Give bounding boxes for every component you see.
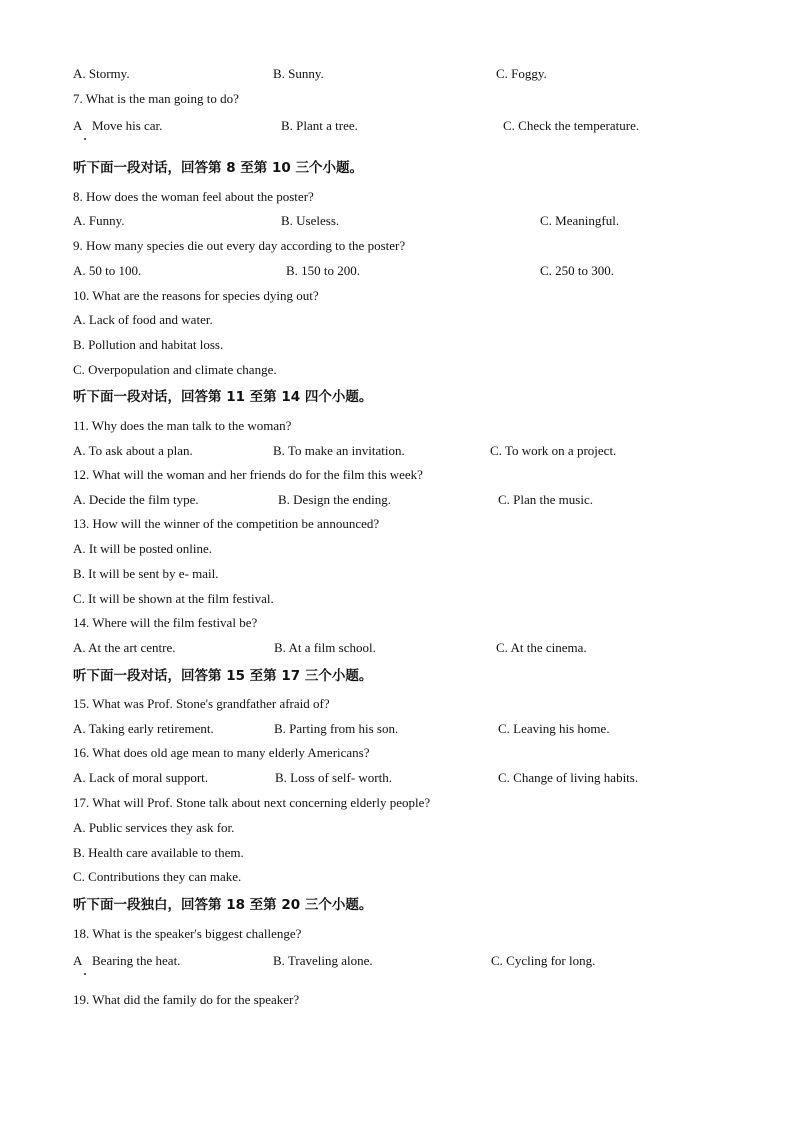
option-a: A. Funny. [73, 213, 125, 228]
option-c: C. 250 to 300. [540, 263, 615, 278]
section-heading: 听下面一段独白，回答第 18 至第 20 三个小题。 [73, 897, 373, 913]
option-a-text: Bearing the heat. [92, 953, 181, 968]
option-b: B. 150 to 200. [286, 263, 361, 278]
option-a: A. Taking early retirement. [73, 721, 214, 736]
option-a: A. Decide the film type. [73, 492, 199, 507]
question-18: 18. What is the speaker's biggest challenge? [73, 926, 302, 941]
option-b: B. Useless. [281, 213, 340, 228]
option-c: C. Overpopulation and climate change. [73, 362, 277, 377]
option-a: A. It will be posted online. [73, 541, 213, 556]
question-7: 7. What is the man going to do? [73, 91, 239, 106]
option-a-text: Move his car. [92, 118, 163, 133]
section-heading: 听下面一段对话，回答第 15 至第 17 三个小题。 [73, 668, 373, 684]
option-b: B. At a film school. [274, 640, 376, 655]
option-a: A. Stormy. [73, 66, 130, 81]
question-8: 8. How does the woman feel about the poster? [73, 189, 314, 204]
option-a-letter: A [73, 953, 83, 968]
option-b: B. Health care available to them. [73, 845, 244, 860]
option-c: C. Check the temperature. [503, 118, 640, 133]
dot-mark [84, 138, 86, 140]
question-16: 16. What does old age mean to many elderly Americans? [73, 745, 370, 760]
question-13: 13. How will the winner of the competition be announced? [73, 516, 380, 531]
question-12: 12. What will the woman and her friends do for the film this week? [73, 467, 423, 482]
question-14: 14. Where will the film festival be? [73, 615, 258, 630]
question-9: 9. How many species die out every day according to the poster? [73, 238, 406, 253]
option-c: C. Contributions they can make. [73, 869, 242, 884]
question-10: 10. What are the reasons for species dying out? [73, 288, 319, 303]
option-c: C. At the cinema. [496, 640, 587, 655]
option-c: C. Change of living habits. [498, 770, 639, 785]
option-a: A. Lack of food and water. [73, 312, 213, 327]
option-c: C. Cycling for long. [491, 953, 596, 968]
section-heading: 听下面一段对话，回答第 8 至第 10 三个小题。 [73, 160, 363, 176]
option-a: A. 50 to 100. [73, 263, 142, 278]
option-b: B. Parting from his son. [274, 721, 399, 736]
option-a: A. Lack of moral support. [73, 770, 209, 785]
option-a-letter: A [73, 118, 83, 133]
option-b: B. It will be sent by e- mail. [73, 566, 219, 581]
option-c: C. Plan the music. [498, 492, 593, 507]
option-b: B. Traveling alone. [273, 953, 373, 968]
option-c: C. To work on a project. [490, 443, 617, 458]
option-b: B. Loss of self- worth. [275, 770, 392, 785]
option-b: B. Pollution and habitat loss. [73, 337, 224, 352]
option-a: A. Public services they ask for. [73, 820, 235, 835]
option-a: A. At the art centre. [73, 640, 176, 655]
option-b: B. Design the ending. [278, 492, 392, 507]
option-c: C. It will be shown at the film festival. [73, 591, 274, 606]
question-15: 15. What was Prof. Stone's grandfather afraid of? [73, 696, 330, 711]
dot-mark [84, 973, 86, 975]
section-heading: 听下面一段对话，回答第 11 至第 14 四个小题。 [73, 389, 373, 405]
question-11: 11. Why does the man talk to the woman? [73, 418, 292, 433]
question-19: 19. What did the family do for the speaker? [73, 992, 300, 1007]
option-b: B. Sunny. [273, 66, 324, 81]
option-b: B. Plant a tree. [281, 118, 358, 133]
option-c: C. Meaningful. [540, 213, 620, 228]
option-c: C. Leaving his home. [498, 721, 610, 736]
question-17: 17. What will Prof. Stone talk about next concerning elderly people? [73, 795, 431, 810]
option-a: A. To ask about a plan. [73, 443, 193, 458]
option-c: C. Foggy. [496, 66, 547, 81]
option-b: B. To make an invitation. [273, 443, 405, 458]
